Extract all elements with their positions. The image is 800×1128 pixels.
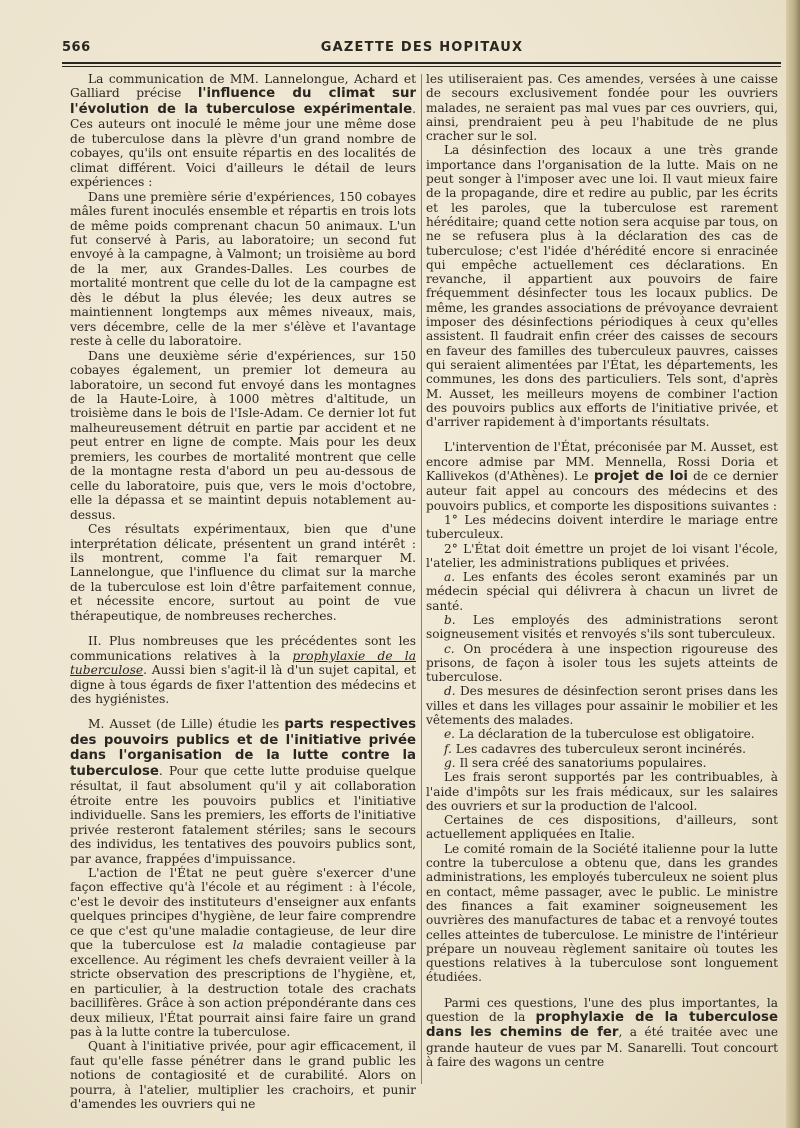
text-run: L'intervention de l'État, préconisée par M. Ausset, est encore admise par MM. Mennella, Rossi Doria et Kallivekos (d'Athènes). Le: [426, 440, 778, 484]
text-run: L'action de l'État ne peut guère s'exercer d'une façon effective qu'à l'école et au régiment : à l'école, c'est le devoir des instituteurs d'enseigner aux enfants quelques principes d'hygiène, de leur faire comprendre ce que c'est qu'une maladie contagieuse, de leur dire que la tuberculose est: [70, 866, 416, 953]
item-text: Les cadavres des tuberculeux seront incinérés.: [451, 741, 746, 756]
text-run: M. Ausset (de Lille) étudie les: [88, 717, 285, 732]
paragraph: [426, 996, 778, 1069]
list-item: [426, 756, 778, 770]
paragraph: Dans une deuxième série d'expériences, sur 150 cobayes également, un premier lot demeura au laboratoire, un second fut envoyé dans les montagnes de la Haute-Loire, à 1000 mètres d'altitude, un troisième dans le bois de l'Isle-Adam. Ce dernier lot fut malheureusement détruit en partie par accident et ne peut entrer en ligne de compte. Mais pour les deux premiers, les courbes de mortalité montrent que celle de la montagne resta d'abord un peu au-dessous de celle du laboratoire, puis que, vers le mois d'octobre, elle la dépassa et se maintint depuis notablement au-dessus.: [70, 348, 416, 522]
item-label: a.: [444, 570, 456, 585]
page-number: 566: [62, 40, 91, 55]
paragraph: Les frais seront supportés par les contribuables, à l'aide d'impôts sur les frais médicaux, sur les salaires des ouvriers et sur la production de l'alcool.: [426, 770, 778, 813]
section-paragraph: [70, 634, 416, 706]
paragraph: [70, 72, 416, 190]
list-item: 2° L'État doit émettre un projet de loi visant l'école, l'atelier, les administrations publiques et privées.: [426, 541, 778, 570]
column-divider: [421, 74, 422, 1084]
page-header: [62, 40, 782, 62]
paragraph: Certaines de ces dispositions, d'ailleurs, sont actuellement appliquées en Italie.: [426, 813, 778, 842]
paragraph: Dans une première série d'expériences, 150 cobayes mâles furent inoculés ensemble et répartis en trois lots de même poids comprenant chacun 50 animaux. L'un fut conservé à Paris, au laboratoire; un second fut envoyé à la campagne, à Valmont; un troisième au bord de la mer, aux Grandes-Dalles. Les courbes de mortalité montrent que celle du lot de la campagne est dès le début la plus élevée; les deux autres se maintiennent longtemps aux mêmes niveaux, mais, vers décembre, celle de la mer s'élève et l'avantage reste à celle du laboratoire.: [70, 189, 416, 349]
paragraph: Ces résultats expérimentaux, bien que d'une interprétation délicate, présentent un grand intérêt : ils montrent, comme l'a fait remarquer M. Lannelongue, que l'influence du climat sur la marche de la tuberculose est loin d'être parfaitement connue, et nécessite encore, surtout au point de vue thérapeutique, de nombreuses recherches.: [70, 522, 416, 623]
text-run: Parmi ces questions, l'une des plus importantes, la question de la: [426, 995, 778, 1024]
item-label: c.: [444, 641, 455, 656]
text-run: maladie contagieuse par excellence. Au régiment les chefs devraient veiller à la stricte observation des prescriptions de l'hygiène, et, en particulier, à la destruction totale des crachats bacillifères. Grâce à son action prépondérante dans ces deux milieux, l'État pourrait ainsi faire faire un grand pas à la lutte contre la tuberculose.: [70, 938, 416, 1039]
paragraph: Le comité romain de la Société italienne pour la lutte contre la tuberculose a obtenu que, dans les grandes administrations, les employés tuberculeux ne soient plus en contact, même passager, avec le public. Le ministre des finances a fait examiner soigneusement les ouvrières des manufactures de tabac et a renvoyé toutes celles atteintes de tuberculose. Le ministre de l'intérieur prépare un nouveau règlement sanitaire où toutes les questions relatives à la tuberculose sont longuement étudiées.: [426, 841, 778, 985]
text-run: La communication de MM. Lannelongue, Achard et Galliard précise: [70, 72, 416, 101]
left-column: [70, 72, 416, 1112]
text-run: , a été traitée avec une grande hauteur de vues par M. Sanarelli. Tout concourt à faire des wagons un centre: [426, 1025, 779, 1069]
italic-phrase: prophylaxie de la tuberculose: [70, 648, 416, 678]
item-text: Des mesures de désinfection seront prises dans les villes et dans les villages pour assainir le mobilier et les vêtements des malades.: [426, 684, 778, 728]
paragraph: Quant à l'initiative privée, pour agir efficacement, il faut qu'elle fasse pénétrer dans le grand public les notions de contagiosité et de curabilité. Alors on pourra, à l'atelier, multiplier les crachoirs, et punir d'amendes les ouvriers qui ne: [70, 1039, 416, 1112]
right-column: [426, 72, 778, 1069]
list-item: [426, 570, 778, 613]
page-edge-shadow: [786, 0, 800, 1128]
text-run: de ce dernier auteur fait appel au concours des médecins et des pouvoirs publics, et comporte les dispositions suivantes :: [426, 469, 779, 513]
list-item: [426, 742, 778, 756]
list-item: 1° Les médecins doivent interdire le mariage entre tuberculeux.: [426, 512, 778, 542]
item-label: g.: [444, 755, 456, 770]
paragraph: les utiliseraient pas. Ces amendes, versées à une caisse de secours exclusivement fondée pour les ouvriers malades, ne seraient pas mal vues par ces ouvriers, qui, ainsi, prendraient peu à peu l'habitude de ne plus cracher sur le sol.: [426, 72, 778, 144]
paragraph: [70, 866, 416, 1039]
item-text: On procédera à une inspection rigoureuse des prisons, de façon à isoler tous les sujets atteints de tuberculose.: [426, 641, 778, 685]
bold-phrase: parts respectives des pouvoirs publics et de l'initiative privée dans l'organisation de la lutte contre la tuberculose: [70, 717, 416, 779]
item-label: e.: [444, 727, 456, 742]
bold-phrase: projet de loi: [593, 469, 688, 485]
paragraph: La désinfection des locaux a une très grande importance dans l'organisation de la lutte. Mais on ne peut songer à l'imposer avec une loi. Il vaut mieux faire de la propagande, dire et redire au public, par les écrits et les paroles, que la tuberculose est rarement héréditaire; quand cette notion sera acquise par tous, on ne se refusera plus à la déclaration des cas de tuberculose; c'est l'idée d'hérédité encore si enracinée qui empêche actuellement ces déclarations. En revanche, il appartient aux pouvoirs de faire fréquemment désinfecter tous les locaux publics. De même, les grandes associations de prévoyance devraient imposer des désinfections périodiques à ceux qu'elles assistent. Il faudrait enfin créer des caisses de secours en faveur des familles des tuberculeux pauvres, caisses qui seraient alimentées par l'État, les départements, les communes, les dons des particuliers. Tels sont, d'après M. Ausset, les meilleurs moyens de combiner l'action des pouvoirs publics aux efforts de l'initiative privée, et d'arriver rapidement à d'importants résultats.: [426, 143, 778, 430]
text-run: . Ces auteurs ont inoculé le même jour une même dose de tuberculose dans la plèvre d'un grand nombre de cobayes, qu'ils ont ensuite répartis en des localités de climat différent. Voici d'ailleurs le détail de leurs expériences :: [70, 101, 416, 190]
paragraph: [70, 717, 416, 866]
list-item: [426, 613, 778, 642]
bold-phrase: l'influence du climat sur l'évolution de la tuberculose expérimentale: [70, 86, 416, 117]
item-text: Les employés des administrations seront soigneusement visités et renvoyés s'ils sont tuberculeux.: [426, 612, 778, 642]
paragraph: [426, 440, 778, 512]
text-run: II. Plus nombreuses que les précédentes sont les communications relatives à la: [70, 634, 416, 663]
header-rule-thin: [62, 66, 781, 67]
text-run: . Pour que cette lutte produise quelque résultat, il faut absolument qu'il y ait collaboration étroite entre les pouvoirs publics et l'initiative individuelle. Sans les premiers, les efforts de l'initiative privée resteront fatalement stériles; sans le secours des individus, les tentatives des pouvoirs publics sont, par avance, frappées d'impuissance.: [70, 763, 416, 866]
journal-title: GAZETTE DES HOPITAUX: [320, 40, 524, 55]
item-label: b.: [444, 612, 456, 627]
header-rule-thick: [62, 62, 781, 64]
item-text: La déclaration de la tuberculose est obligatoire.: [455, 727, 755, 742]
item-label: f.: [444, 741, 452, 756]
list-item: [426, 727, 778, 741]
item-text: Il sera créé des sanatoriums populaires.: [455, 755, 707, 770]
list-item: [426, 684, 778, 727]
bold-phrase: prophylaxie de la tuberculose dans les chemins de fer: [426, 1010, 778, 1041]
item-text: Les enfants des écoles seront examinés par un médecin spécial qui délivrera à chacun un livret de santé.: [426, 570, 778, 613]
list-item: [426, 642, 778, 685]
item-label: d.: [444, 684, 456, 699]
text-run: . Aussi bien s'agit-il là d'un sujet capital, et digne à tous égards de fixer l'attention des médecins et des hygiénistes.: [70, 663, 416, 707]
italic-word: la: [232, 938, 244, 953]
